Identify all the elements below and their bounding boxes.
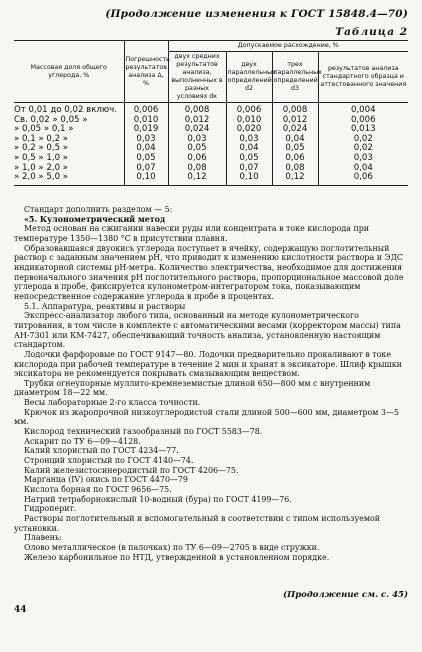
cell-range: » 0,05 » 0,1 » — [14, 124, 74, 135]
cell-range: Св. 0,02 » 0,05 » — [14, 114, 88, 125]
reagent-item: Калий хлористый по ГОСТ 4234—77. — [24, 446, 179, 456]
cell-value: 0,010 — [124, 116, 168, 126]
paragraph: Олово металлическое (в палочках) по ТУ 6—09—2705 в виде стружки. — [24, 542, 320, 552]
reagent-item: Гидроперит. — [24, 504, 77, 514]
cell-value: 0,08 — [272, 164, 318, 174]
cell-value: 0,12 — [272, 173, 318, 185]
cell-value: 0,03 — [124, 135, 168, 145]
paragraph: Весы лабораторные 2-го класса точности. — [24, 398, 201, 408]
table-row — [14, 154, 408, 164]
cell-value: 0,05 — [226, 154, 272, 164]
cell-value: 0,10 — [124, 173, 168, 185]
reagent-item: Натрий тетраборнокислый 10-водный (бура) по ГОСТ 4199—76. — [24, 494, 292, 504]
cell-value: 0,04 — [272, 135, 318, 145]
cell-value: 0,03 — [226, 135, 272, 145]
subheader-standard-sample: результатов анализа стандартного образца и аттестованного значения — [318, 52, 408, 103]
cell-range: » 2,0 » 5,0 » — [14, 173, 124, 185]
cell-value: 0,08 — [168, 164, 226, 174]
paragraph: Стандарт дополнить разделом — 5: — [24, 205, 173, 214]
table-row — [14, 173, 408, 185]
table-row — [14, 135, 408, 145]
cell-value: 0,008 — [272, 103, 318, 116]
reagent-item: Аскарит по ТУ 6—09—4128. — [24, 436, 141, 446]
cell-value: 0,06 — [318, 173, 408, 185]
subheader-two-parallel: двух параллельных определений d2 — [226, 52, 272, 103]
paragraph: Плавень: — [24, 533, 62, 543]
cell-range: » 0,2 » 0,5 » — [14, 143, 69, 154]
cell-value: 0,024 — [168, 125, 226, 135]
paragraph: Экспресс-анализатор любого типа, основанный на методе кулонометрического титрования, в том числе в комплекте с автоматическими весами (корректором массы) типа АН-7301 или КМ-7427, обеспечивающий точность анализа, установленную настоящим стандартом. — [14, 311, 401, 350]
cell-value: 0,06 — [272, 154, 318, 164]
continued-note: (Продолжение см. с. 45) — [283, 590, 408, 600]
section-heading: «5. Кулонометрический метод — [24, 214, 166, 224]
cell-value: 0,12 — [168, 173, 226, 185]
continuation-header: (Продолжение изменения к ГОСТ 15848.4—70) — [105, 8, 408, 20]
cell-value: 0,02 — [318, 144, 408, 154]
table-row — [14, 103, 408, 116]
cell-value: 0,019 — [124, 125, 168, 135]
cell-value: 0,006 — [226, 103, 272, 116]
cell-value: 0,07 — [124, 164, 168, 174]
carbon-tolerance-table — [14, 40, 408, 186]
cell-value: 0,07 — [226, 164, 272, 174]
cell-value: 0,020 — [226, 125, 272, 135]
cell-range: От 0,01 до 0,02 включ. — [14, 105, 117, 115]
cell-value: 0,04 — [226, 144, 272, 154]
cell-value: 0,024 — [272, 125, 318, 135]
document-body — [14, 205, 408, 562]
cell-value: 0,03 — [318, 154, 408, 164]
reagent-item: Стронций хлористый по ГОСТ 4140—74. — [24, 456, 194, 466]
subheader-three-parallel: трех параллельных определений d3 — [272, 52, 318, 103]
paragraph: Крючок из жаропрочной низкоуглеродистой стали длиной 500—600 мм, диаметром 3—5 мм. — [14, 407, 399, 427]
table-row — [14, 164, 408, 174]
header-allowed-difference: Допускаемое расхождение, % — [168, 41, 408, 52]
cell-value: 0,02 — [318, 135, 408, 145]
table-row — [14, 144, 408, 154]
cell-value: 0,05 — [168, 144, 226, 154]
paragraph: Растворы поглотительный и вспомогательный в соответствии с типом используемой установки. — [14, 514, 380, 533]
cell-value: 0,012 — [168, 116, 226, 126]
cell-value: 0,012 — [272, 116, 318, 126]
table-row — [14, 125, 408, 135]
page-number: 44 — [14, 605, 27, 615]
cell-value: 0,006 — [124, 103, 168, 116]
paragraph: Кислород технический газообразный по ГОСТ 5583—78. — [24, 427, 263, 437]
cell-range: » 0,1 » 0,2 » — [14, 133, 69, 144]
cell-value: 0,004 — [318, 103, 408, 116]
cell-value: 0,03 — [168, 135, 226, 145]
header-error: Погрешность результатов анализа Δ, % — [124, 41, 168, 103]
cell-value: 0,006 — [318, 116, 408, 126]
cell-value: 0,010 — [226, 116, 272, 126]
cell-value: 0,013 — [318, 125, 408, 135]
subsection-heading: 5.1. Аппаратура, реактивы и растворы — [24, 301, 186, 311]
table-label: Таблица 2 — [335, 26, 408, 38]
paragraph: Железо карбонильное по НТД, утвержденной в установленном порядке. — [24, 552, 330, 562]
cell-range: » 0,5 » 1,0 » — [14, 152, 69, 163]
cell-value: 0,04 — [124, 144, 168, 154]
cell-value: 0,04 — [318, 164, 408, 174]
cell-value: 0,05 — [124, 154, 168, 164]
cell-value: 0,05 — [272, 144, 318, 154]
cell-value: 0,10 — [226, 173, 272, 185]
cell-value: 0,06 — [168, 154, 226, 164]
paragraph: Лодочки фарфоровые по ГОСТ 9147—80. Лодочки предварительно прокаливают в токе кислорода при рабочей температуре в течение 2 мин и хранят в эксикаторе. Шлиф крышки эксикатора не рекомендуется покрывать смазывающим веществом. — [14, 349, 402, 379]
paragraph: Образовавшаяся двуокись углерода поступает в ячейку, содержащую поглотительный раствор с заданным значением pH, что приводит к изменению кислотности раствора и ЭДС индикаторной системы pH-метра. Количество электричества, необходимое для достижения первоначального значения pH поглотительного раствора, пропорциональное массовой доле углерода в пробе, фиксируется кулонометром-интегратором тока, показывающим непосредственное содержание углерода в пробе в процентах. — [14, 243, 404, 301]
paragraph: Трубки огнеупорные муллито-кремнеземистые длиной 650—800 мм с внутренним диаметром 18—22 мм. — [14, 378, 371, 398]
reagent-item: Марганца (IV) окись по ГОСТ 4470—79 — [24, 475, 188, 485]
subheader-two-averages: двух средних результатов анализа, выполненных в разных условиях dк — [168, 52, 226, 103]
cell-range: » 1,0 » 2,0 » — [14, 162, 69, 173]
header-mass-fraction: Массовая доля общего углерода, % — [14, 41, 124, 103]
paragraph: Метод основан на сжигании навески руды или концентрата в токе кислорода при температуре 1350—1380 °С в присутствии плавня. — [14, 224, 370, 243]
reagent-item: Кислота борная по ГОСТ 9656—75. — [24, 485, 172, 495]
reagent-item: Калий железистосинеродистый по ГОСТ 4206—75. — [24, 465, 239, 475]
cell-value: 0,008 — [168, 103, 226, 116]
